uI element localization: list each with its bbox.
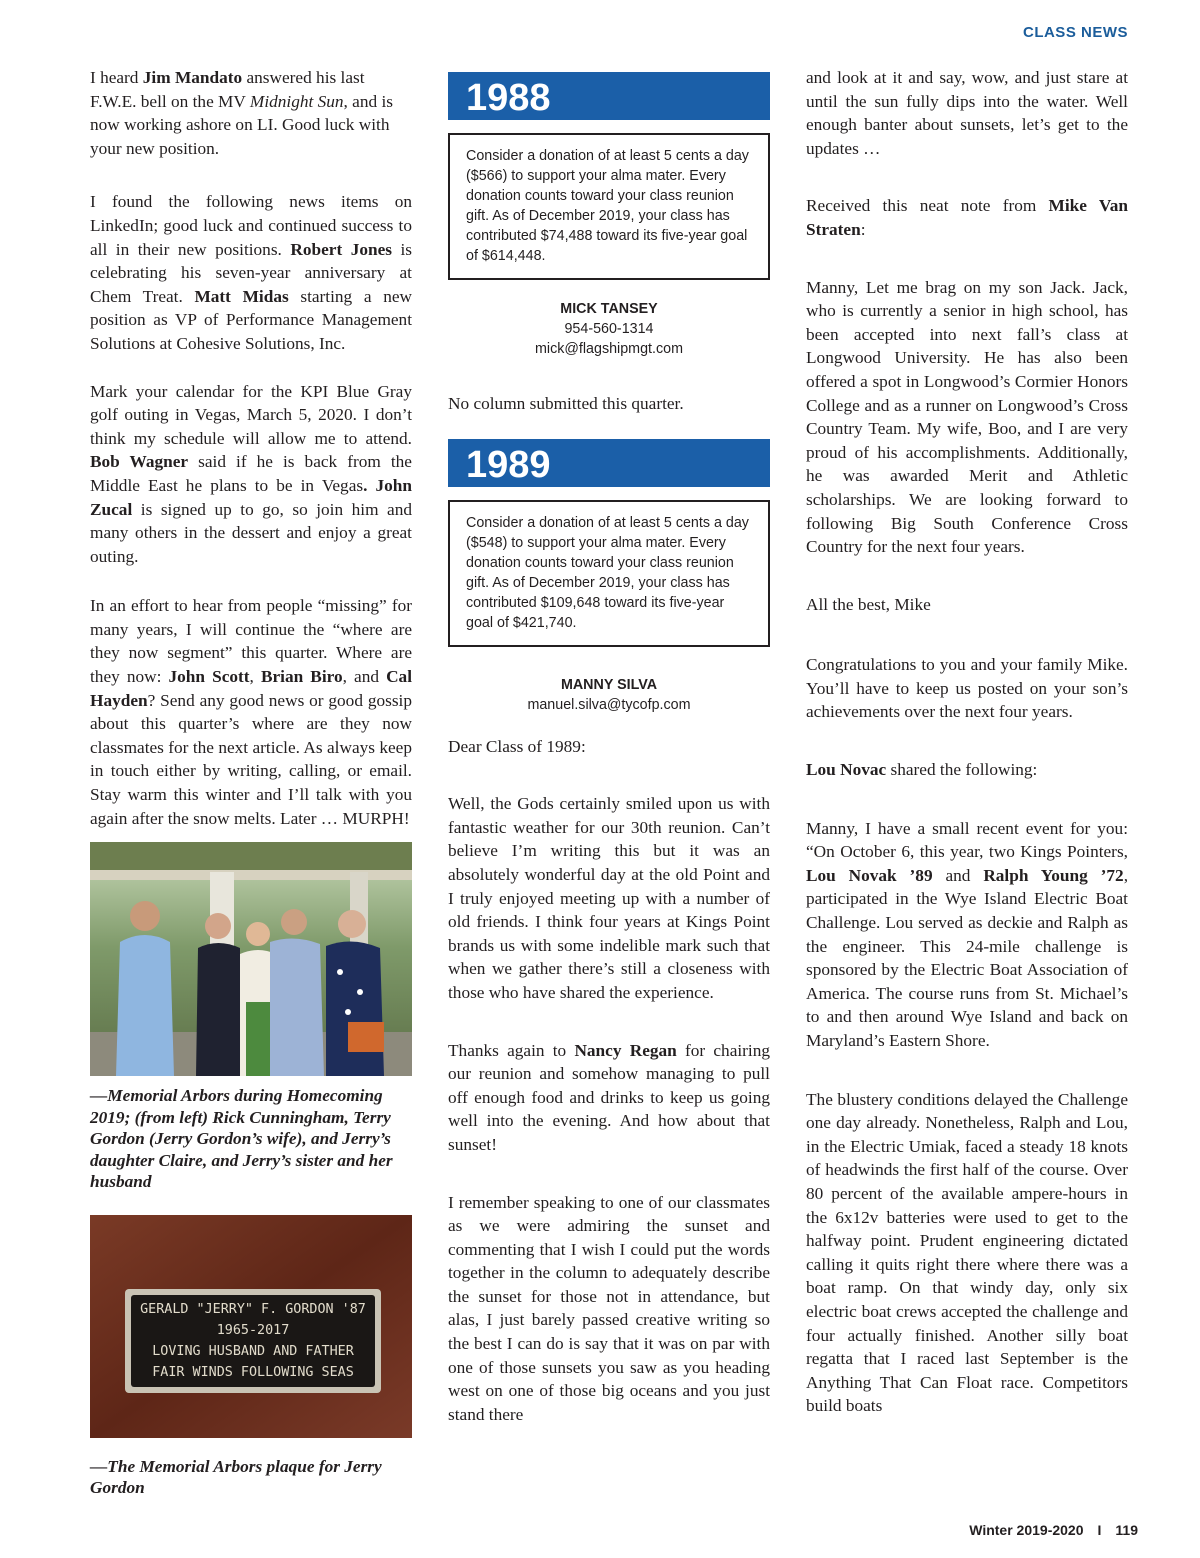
paragraph: I found the following news items on LinkedIn; good luck and continued success to all in their new positions. Robert Jones is celebrating his seven-year anniversary at Chem Treat. Matt Midas starting a new position as VP of Performance Management Solutions at Cohesive Solutions, Inc. [90, 192, 413, 353]
plaque-line: FAIR WINDS FOLLOWING SEAS [152, 1364, 354, 1380]
plaque-photo [90, 1215, 412, 1438]
paragraph: Lou Novac shared the following: [806, 760, 1038, 780]
paragraph: Manny, I have a small recent event for you: “On October 6, this year, two Kings Pointers, Lou Novak ’89 and Ralph Young ’72, participated in the Wye Island Electric Boat Challenge. Lou served as deckie and Ralph as the engineer. This 24-mile challenge is sponsored by the Electric Boat Association of America. The course runs from St. Michael’s to and then around Wye Island and back on Maryland’s Eastern Shore. [806, 818, 1129, 1050]
bold-name: Robert Jones [290, 239, 392, 259]
bold-name: Lou Novac [806, 760, 887, 780]
footer-separator: I [1097, 1522, 1102, 1538]
paragraph: No column submitted this quarter. [448, 394, 684, 413]
bold-name: Bob Wagner [90, 452, 189, 472]
plaque-line: GERALD "JERRY" F. GORDON '87 [140, 1301, 366, 1317]
bold-name: Mike Van Straten [806, 196, 1129, 239]
class-contact-1989 [448, 675, 770, 715]
column-left [90, 66, 412, 1499]
bold-name: Ralph Young ’72 [983, 865, 1124, 885]
plaque-text [131, 1295, 375, 1387]
contact-name: MICK TANSEY [560, 301, 658, 317]
bold-name: Cal Hayden [90, 667, 412, 710]
bold-name: . John Zucal [90, 475, 412, 519]
plaque-caption: —The Memorial Arbors plaque for Jerry Gordon [90, 1456, 382, 1498]
page-number: 119 [1115, 1522, 1138, 1538]
bold-name: Jim Mandato [142, 68, 243, 87]
bold-name: Brian Biro [260, 667, 343, 687]
paragraph: Congratulations to you and your family Mike. You’ll have to keep us posted on your son’s achievements over the next four years. [806, 655, 1128, 722]
class-contact-1988 [448, 299, 770, 359]
column-middle [448, 72, 770, 1426]
paragraph: I remember speaking to one of our classmates as we were admiring the sunset and commenting that I wish I could put the words together in the column to adequately describe the sunset for those not in attendance, but alas, I just barely passed creative writing so the best I can do is say that it was on par with one of those sunsets you saw as you heading west on one of those big oceans and you just stand there [448, 1192, 770, 1424]
contact-email: manuel.silva@tycofp.com [527, 696, 691, 713]
donation-box-1989: Consider a donation of at least 5 cents a day ($548) to support your alma mater. Every donation counts toward your class reunion gift. As of December 2019, your class has contributed $109,648 toward its five-year goal of $421,740. [448, 500, 770, 647]
paragraph: Received this neat note from Mike Van Straten: [806, 196, 1129, 239]
donation-box-1988: Consider a donation of at least 5 cents a day ($566) to support your alma mater. Every donation counts toward your class reunion gift. As of December 2019, your class has contributed $74,488 toward its five-year goal of $614,448. [448, 133, 770, 280]
homecoming-photo [90, 842, 412, 1076]
contact-email: mick@flagshipmgt.com [535, 341, 683, 357]
bold-name: Nancy Regan [574, 1040, 677, 1060]
bold-name: Lou Novak ’89 [806, 865, 933, 885]
photo-caption: —Memorial Arbors during Homecoming 2019; (from left) Rick Cunningham, Terry Gordon (Jerry Gordon’s wife), and Jerry’s daughter Claire, and Jerry’s sister and her husband [90, 1086, 393, 1192]
plaque-line: LOVING HUSBAND AND FATHER [152, 1343, 354, 1359]
paragraph: and look at it and say, wow, and just stare at until the sun fully dips into the water. Well enough banter about sunsets, let’s get to the updates … [806, 68, 1128, 158]
issue-label: Winter 2019-2020 [969, 1522, 1084, 1538]
paragraph: Well, the Gods certainly smiled upon us with fantastic weather for our 30th reunion. Can’t believe I’m writing this but it was an absolutely wonderful day at the old Point and I truly enjoyed meeting up with a number of old friends. I think four years at Kings Point brands us with some indelible mark such that when we gather there’s still a closeness with those who have shared the experience. [448, 794, 770, 1002]
bold-name: John Scott [168, 667, 250, 687]
column-right [806, 66, 1128, 1418]
bold-name: Matt Midas [194, 286, 289, 306]
class-year-banner-1989: 1989 [448, 439, 770, 487]
paragraph: I heard Jim Mandato answered his last F.W.E. bell on the MV Midnight Sun, and is now working ashore on LI. Good luck with your new position. [90, 68, 393, 158]
paragraph: In an effort to hear from people “missing” for many years, I will continue the “where are they now segment” this quarter. Where are they now: John Scott, Brian Biro, and Cal Hayden? Send any good news or good gossip about this quarter’s where are they now classmates for the next article. As always keep in touch either by writing, calling, or email. Stay warm this winter and I’ll talk with you again after the snow melts. Later … MURPH! [90, 596, 412, 828]
paragraph: Dear Class of 1989: [448, 736, 586, 756]
group-photo-image [90, 842, 412, 1076]
paragraph: Thanks again to Nancy Regan for chairing our reunion and somehow managing to pull off enough food and drinks to keep us going well into the evening. And how about that sunset! [448, 1040, 770, 1154]
paragraph: Manny, Let me brag on my son Jack. Jack, who is currently a senior in high school, has been accepted into next fall’s class at Longwood University. He has also been offered a spot in Longwood’s Cormier Honors College and as a runner on Longwood’s Cross Country Team. My wife, Boo, and I are very proud of his accomplishments. Additionally, he was awarded Merit and Athletic scholarships. We are looking forward to following Big South Conference Cross Country for the next four years. [806, 277, 1128, 557]
page-footer [969, 1522, 1138, 1538]
class-year-banner-1988: 1988 [448, 72, 770, 120]
plaque-line: 1965-2017 [216, 1322, 290, 1338]
paragraph: Mark your calendar for the KPI Blue Gray golf outing in Vegas, March 5, 2020. I don’t think my schedule will allow me to attend. Bob Wagner said if he is back from the Middle East he plans to be in Vegas. John Zucal is signed up to go, so join him and many others in the dessert and enjoy a great outing. [90, 381, 412, 566]
section-header: CLASS NEWS [1022, 24, 1128, 41]
contact-phone: 954-560-1314 [564, 321, 654, 337]
paragraph: The blustery conditions delayed the Challenge one day already. Nonetheless, Ralph and Lou, in the Electric Umiak, faced a steady 18 knots of headwinds the first half of the course. Over 80 percent of the available ampere-hours in the 6x12v batteries were used to get to the halfway point. Prudent engineering dictated calling it quits right there where there was a boat ramp. On that windy day, only six electric boat crews accepted the challenge and four actually finished. Another silly boat regatta that I raced last September is the Anything That Can Float race. Competitors build boats [806, 1089, 1128, 1416]
contact-name: MANNY SILVA [560, 676, 658, 693]
paragraph: All the best, Mike [806, 594, 931, 614]
italic-text: Midnight Sun [249, 91, 344, 111]
